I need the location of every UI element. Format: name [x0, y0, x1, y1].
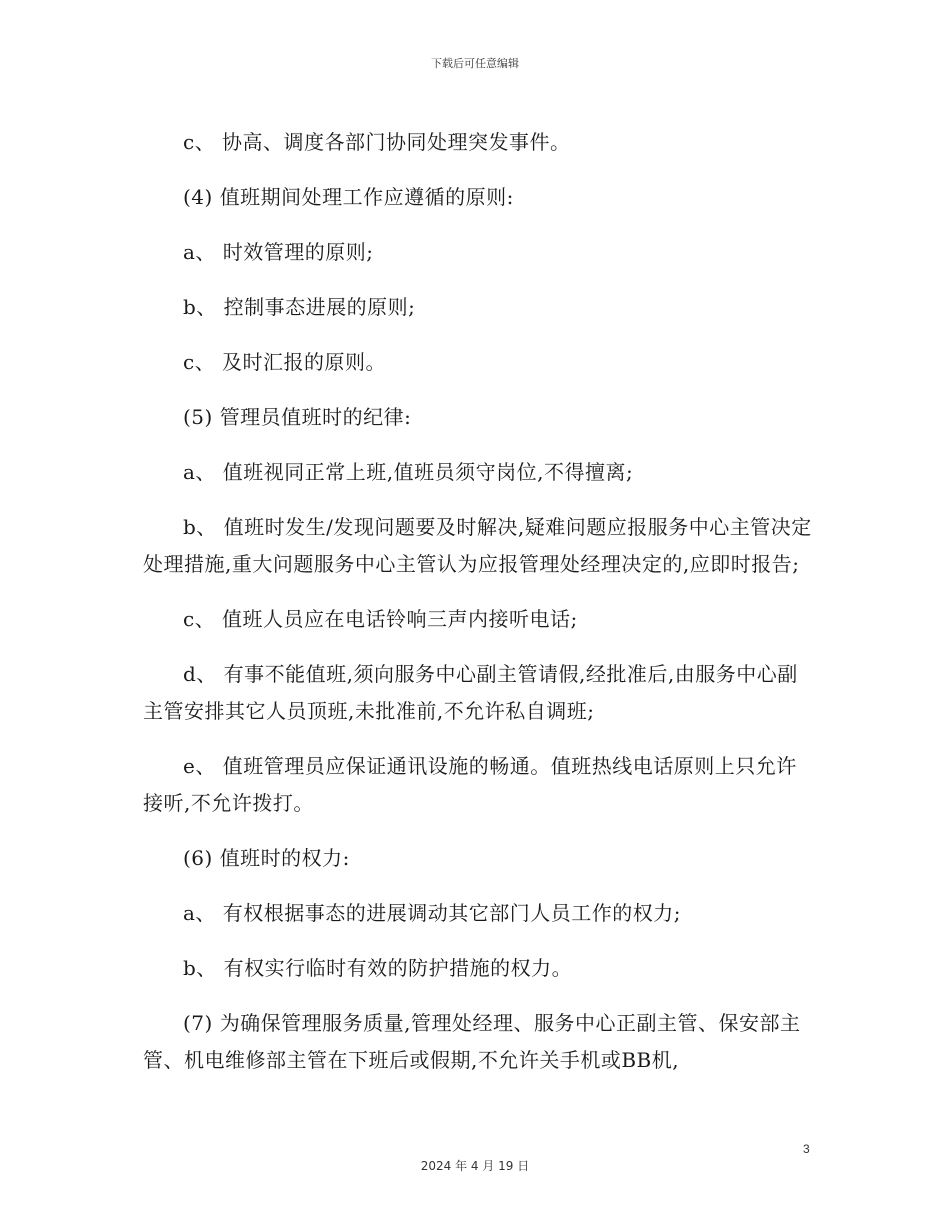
footer-date: 2024 年 4 月 19 日: [420, 1159, 530, 1173]
paragraph: (7) 为确保管理服务质量,管理处经理、服务中心正副主管、保安部主管、机电维修部主管在下班后或假期,不允许关手机或BB机,: [143, 1011, 801, 1072]
header-note: 下载后可任意编辑: [431, 57, 519, 70]
paragraph: (4) 值班期间处理工作应遵循的原则:: [183, 185, 514, 209]
paragraph: d、 有事不能值班,须向服务中心副主管请假,经批准后,由服务中心副主管安排其它人员顶班,未批准前,不允许私自调班;: [143, 662, 798, 723]
paragraph: (6) 值班时的权力:: [183, 846, 350, 870]
paragraph: c、 协高、调度各部门协同处理突发事件。: [183, 130, 571, 154]
paragraph: b、 有权实行临时有效的防护措施的权力。: [183, 956, 573, 980]
paragraph: c、 及时汇报的原则。: [183, 350, 387, 374]
paragraph: b、 值班时发生/发现问题要及时解决,疑难问题应报服务中心主管决定处理措施,重大问题服务中心主管认为应报管理处经理决定的,应即时报告;: [143, 515, 812, 576]
paragraph: a、 时效管理的原则;: [183, 240, 374, 264]
paragraph: b、 控制事态进展的原则;: [183, 295, 416, 319]
page-number: 3: [803, 1142, 810, 1156]
paragraph: a、 值班视同正常上班,值班员须守岗位,不得擅离;: [183, 460, 634, 484]
document-body: [143, 124, 813, 1097]
paragraph: e、 值班管理员应保证通讯设施的畅通。值班热线电话原则上只允许接听,不允许拨打。: [143, 754, 797, 815]
paragraph: a、 有权根据事态的进展调动其它部门人员工作的权力;: [183, 901, 682, 925]
paragraph: c、 值班人员应在电话铃响三声内接听电话;: [183, 607, 578, 631]
paragraph: (5) 管理员值班时的纪律:: [183, 405, 412, 429]
